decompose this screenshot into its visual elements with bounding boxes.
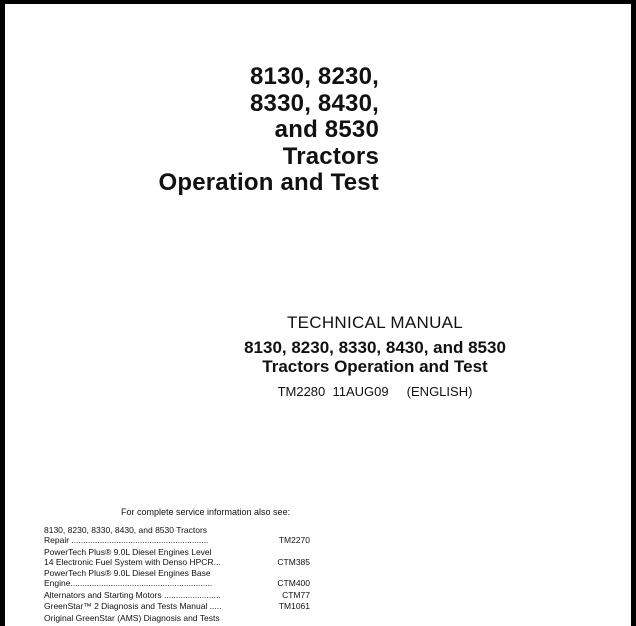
service-item-code: TM2270 (278, 535, 310, 545)
cover-title-line: Tractors (282, 142, 379, 170)
service-item-code: CTM400 (277, 578, 310, 588)
cover-title-line: 8330, 8430, (250, 89, 379, 117)
list-item (44, 613, 314, 623)
service-item-code: CTM77 (282, 589, 310, 600)
service-item-code: TM1061 (278, 601, 310, 611)
service-info-intro: For complete service information also see: (121, 507, 291, 517)
cover-title-line: and 8530 (274, 116, 379, 143)
list-item (44, 568, 314, 588)
technical-manual-subtitle: Tractors Operation and Test (262, 357, 488, 376)
cover-title (158, 64, 379, 197)
technical-manual-block (185, 313, 565, 400)
technical-manual-models: 8130, 8230, 8330, 8430, and 8530 (244, 338, 506, 357)
list-item (44, 547, 314, 567)
service-item-title: Original GreenStar (AMS) Diagnosis and Tests (44, 612, 220, 623)
service-item-code: CTM385 (277, 556, 310, 567)
list-item (44, 601, 314, 611)
service-item-title: PowerTech Plus® 9.0L Diesel Engines Base Engine............................................................ (44, 568, 213, 588)
list-item (44, 590, 314, 600)
technical-manual-code-line: TM2280 11AUG09 (ENGLISH) (277, 384, 473, 399)
cover-title-line: 8130, 8230, (250, 63, 379, 90)
service-item-title: GreenStar™ 2 Diagnosis and Tests Manual ..... (44, 601, 222, 611)
service-info-list (44, 525, 314, 624)
manual-cover-page (5, 4, 631, 626)
service-item-title: Alternators and Starting Motors ........................ (44, 589, 221, 600)
list-item (44, 525, 314, 545)
service-item-title: 8130, 8230, 8330, 8430, and 8530 Tractors Repair .......................................................... (44, 525, 209, 545)
technical-manual-heading: TECHNICAL MANUAL (286, 313, 464, 332)
cover-title-line: Operation and Test (158, 169, 379, 196)
service-item-title: PowerTech Plus® 9.0L Diesel Engines Level 14 Electronic Fuel System with Denso HPCR... (44, 546, 221, 567)
